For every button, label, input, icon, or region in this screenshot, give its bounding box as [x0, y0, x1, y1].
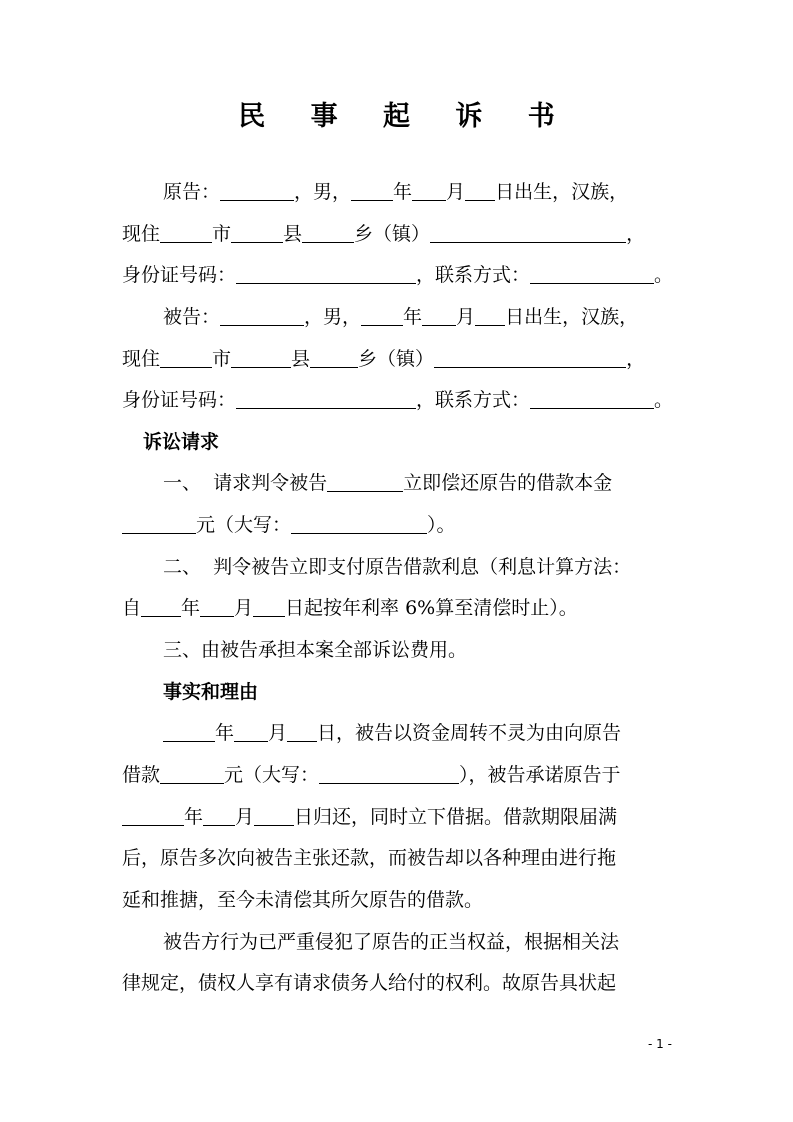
claim-2: 二、 判令被告立即支付原告借款利息（利息计算方法： — [163, 556, 632, 578]
facts-line-2: 借款 元（大写： ），被告承诺原告于 — [122, 764, 621, 786]
defendant-line-1: 被告： ，男， 年 月 日出生，汉族， — [163, 306, 639, 328]
document-title: 民 事 起 诉 书 — [238, 101, 573, 132]
claim-2-cont: 自 年 月 日起按年利率 6%算至清偿时止）。 — [122, 597, 578, 619]
facts-line-1: 年 月 日，被告以资金周转不灵为由向原告 — [163, 719, 674, 747]
section-claims-heading: 诉讼请求 — [143, 431, 220, 453]
facts-line-4: 后，原告多次向被告主张还款，而被告却以各种理由进行拖 — [122, 847, 617, 869]
plaintiff-line-3: 身份证号码： ，联系方式： 。 — [122, 264, 674, 286]
plaintiff-line-2: 现住 市 县 乡（镇） ， — [122, 223, 646, 245]
facts-line-7: 律规定，债权人享有请求债务人给付的权利。故原告具状起 — [122, 972, 617, 994]
defendant-line-3: 身份证号码： ，联系方式： 。 — [122, 389, 674, 411]
facts-line-5: 延和推搪，至今未清偿其所欠原告的借款。 — [122, 889, 484, 911]
page-number: - 1 - — [648, 1037, 672, 1051]
plaintiff-line-1: 原告： ，男， 年 月 日出生，汉族， — [163, 181, 629, 203]
claim-1: 一、 请求判令被告 立即偿还原告的借款本金 — [163, 472, 613, 494]
defendant-line-2: 现住 市 县 乡（镇） ， — [122, 348, 646, 370]
facts-line-6: 被告方行为已严重侵犯了原告的正当权益，根据相关法 — [163, 931, 620, 953]
section-facts-heading: 事实和理由 — [163, 681, 259, 703]
claim-1-cont: 元（大写： ）。 — [122, 511, 674, 539]
claim-3: 三、由被告承担本案全部诉讼费用。 — [163, 639, 468, 661]
facts-line-3: 年 月 日归还，同时立下借据。借款期限届满 — [122, 803, 674, 831]
